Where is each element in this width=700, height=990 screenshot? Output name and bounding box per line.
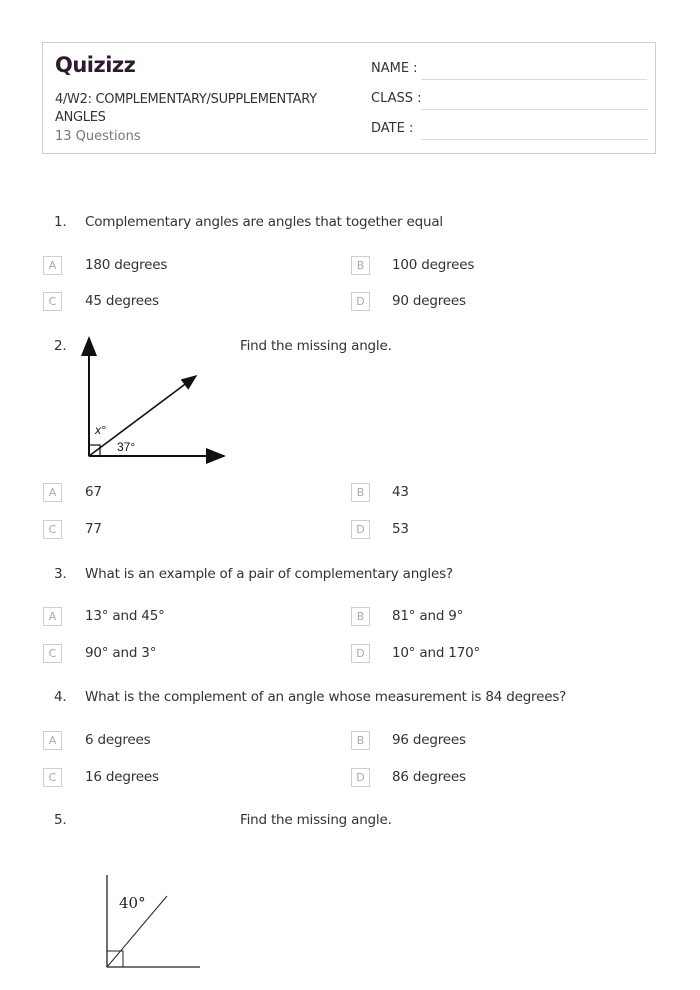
option-letter-b[interactable]: B bbox=[351, 607, 370, 626]
option-text[interactable]: 43 bbox=[392, 484, 409, 500]
quizizz-logo: Quizizz bbox=[55, 53, 136, 77]
figure-label-37: 37° bbox=[117, 440, 136, 454]
option-letter-c[interactable]: C bbox=[43, 520, 62, 539]
option-text[interactable]: 90 degrees bbox=[392, 293, 466, 309]
name-input-line[interactable] bbox=[421, 79, 647, 80]
option-letter-d[interactable]: D bbox=[351, 644, 370, 663]
question-text: What is an example of a pair of complementary angles? bbox=[85, 566, 453, 582]
option-text[interactable]: 45 degrees bbox=[85, 293, 159, 309]
option-text[interactable]: 86 degrees bbox=[392, 769, 466, 785]
option-text[interactable]: 81° and 9° bbox=[392, 608, 464, 624]
figure-label-x: x° bbox=[95, 423, 106, 437]
option-letter-a[interactable]: A bbox=[43, 731, 62, 750]
question-text: What is the complement of an angle whose measurement is 84 degrees? bbox=[85, 689, 567, 705]
option-text[interactable]: 96 degrees bbox=[392, 732, 466, 748]
question-text: Find the missing angle. bbox=[240, 338, 392, 354]
option-text[interactable]: 77 bbox=[85, 521, 102, 537]
worksheet-title: 4/W2: COMPLEMENTARY/SUPPLEMENTARY ANGLES bbox=[55, 92, 317, 125]
option-letter-d[interactable]: D bbox=[351, 292, 370, 311]
option-letter-b[interactable]: B bbox=[351, 256, 370, 275]
option-letter-d[interactable]: D bbox=[351, 520, 370, 539]
date-label: DATE : bbox=[371, 121, 414, 136]
option-letter-b[interactable]: B bbox=[351, 731, 370, 750]
option-letter-c[interactable]: C bbox=[43, 768, 62, 787]
option-text[interactable]: 6 degrees bbox=[85, 732, 151, 748]
option-text[interactable]: 180 degrees bbox=[85, 257, 168, 273]
name-label: NAME : bbox=[371, 61, 418, 76]
angle-figure-q5 bbox=[100, 870, 210, 975]
option-letter-c[interactable]: C bbox=[43, 644, 62, 663]
option-letter-a[interactable]: A bbox=[43, 483, 62, 502]
question-text: Find the missing angle. bbox=[240, 812, 392, 828]
option-text[interactable]: 90° and 3° bbox=[85, 645, 157, 661]
question-number: 4. bbox=[54, 689, 67, 705]
option-letter-a[interactable]: A bbox=[43, 607, 62, 626]
option-letter-b[interactable]: B bbox=[351, 483, 370, 502]
angle-figure-q2 bbox=[80, 330, 240, 465]
option-text[interactable]: 16 degrees bbox=[85, 769, 159, 785]
question-number: 2. bbox=[54, 338, 67, 354]
class-input-line[interactable] bbox=[421, 109, 647, 110]
question-number: 1. bbox=[54, 214, 67, 230]
option-text[interactable]: 100 degrees bbox=[392, 257, 475, 273]
option-letter-d[interactable]: D bbox=[351, 768, 370, 787]
option-text[interactable]: 10° and 170° bbox=[392, 645, 481, 661]
question-number: 5. bbox=[54, 812, 67, 828]
question-count: 13 Questions bbox=[55, 129, 141, 144]
question-number: 3. bbox=[54, 566, 67, 582]
question-text: Complementary angles are angles that together equal bbox=[85, 214, 443, 230]
class-label: CLASS : bbox=[371, 91, 422, 106]
option-text[interactable]: 13° and 45° bbox=[85, 608, 165, 624]
option-text[interactable]: 67 bbox=[85, 484, 102, 500]
option-letter-a[interactable]: A bbox=[43, 256, 62, 275]
worksheet-header bbox=[42, 42, 656, 154]
figure-label-40: 40° bbox=[119, 894, 146, 912]
option-text[interactable]: 53 bbox=[392, 521, 409, 537]
option-letter-c[interactable]: C bbox=[43, 292, 62, 311]
date-input-line[interactable] bbox=[421, 139, 647, 140]
